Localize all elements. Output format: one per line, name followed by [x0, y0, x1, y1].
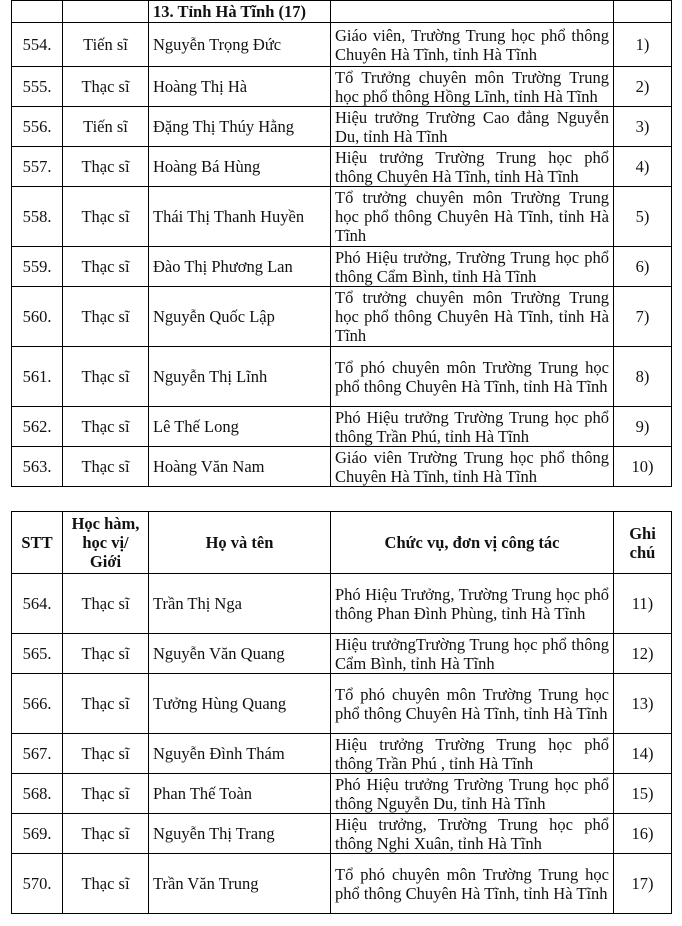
row-unit: Tổ trưởng chuyên môn Trường Trung học phổ thông Chuyên Hà Tĩnh, tỉnh Hà Tĩnh: [331, 287, 614, 347]
row-degree: Thạc sĩ: [63, 247, 149, 287]
row-degree: Thạc sĩ: [63, 814, 149, 854]
personnel-table-top: [11, 0, 672, 487]
row-stt: 561.: [12, 347, 63, 407]
row-stt: 570.: [12, 854, 63, 914]
table-row: [12, 347, 672, 407]
row-unit: Hiệu trưởngTrường Trung học phổ thông Cẩm Bình, tỉnh Hà Tĩnh: [331, 634, 614, 674]
section-cell-empty: [331, 1, 614, 23]
table-row: [12, 107, 672, 147]
row-stt: 560.: [12, 287, 63, 347]
row-name: Đặng Thị Thúy Hằng: [149, 107, 331, 147]
row-note: 9): [614, 407, 672, 447]
row-note: 17): [614, 854, 672, 914]
row-unit: Tổ phó chuyên môn Trường Trung học phổ thông Chuyên Hà Tĩnh, tỉnh Hà Tĩnh: [331, 347, 614, 407]
row-stt: 557.: [12, 147, 63, 187]
row-name: Hoàng Văn Nam: [149, 447, 331, 487]
row-degree: Thạc sĩ: [63, 347, 149, 407]
row-stt: 558.: [12, 187, 63, 247]
row-note: 3): [614, 107, 672, 147]
personnel-table-bottom: [11, 511, 672, 914]
row-name: Thái Thị Thanh Huyền: [149, 187, 331, 247]
row-unit: Hiệu trưởng, Trường Trung học phổ thông Nghi Xuân, tỉnh Hà Tĩnh: [331, 814, 614, 854]
table-row: [12, 247, 672, 287]
row-stt: 554.: [12, 23, 63, 67]
row-name: Nguyễn Thị Lĩnh: [149, 347, 331, 407]
table-row: [12, 23, 672, 67]
row-degree: Thạc sĩ: [63, 854, 149, 914]
row-unit: Hiệu trưởng Trường Cao đẳng Nguyễn Du, tỉnh Hà Tĩnh: [331, 107, 614, 147]
row-name: Trần Văn Trung: [149, 854, 331, 914]
row-degree: Thạc sĩ: [63, 674, 149, 734]
row-name: Đào Thị Phương Lan: [149, 247, 331, 287]
table-row: [12, 407, 672, 447]
table-row: [12, 67, 672, 107]
section-cell-empty: [12, 1, 63, 23]
row-degree: Thạc sĩ: [63, 147, 149, 187]
row-degree: Thạc sĩ: [63, 67, 149, 107]
row-name: Hoàng Bá Hùng: [149, 147, 331, 187]
row-unit: Phó Hiệu Trưởng, Trường Trung học phổ thông Phan Đình Phùng, tỉnh Hà Tĩnh: [331, 574, 614, 634]
row-stt: 559.: [12, 247, 63, 287]
table-row: [12, 447, 672, 487]
row-note: 13): [614, 674, 672, 734]
row-degree: Thạc sĩ: [63, 187, 149, 247]
table-row: [12, 634, 672, 674]
row-note: 12): [614, 634, 672, 674]
row-name: Nguyễn Quốc Lập: [149, 287, 331, 347]
row-unit: Hiệu trưởng Trường Trung học phổ thông Trần Phú , tỉnh Hà Tĩnh: [331, 734, 614, 774]
header-name: Họ và tên: [149, 512, 331, 574]
row-stt: 555.: [12, 67, 63, 107]
row-note: 16): [614, 814, 672, 854]
row-note: 10): [614, 447, 672, 487]
row-unit: Phó Hiệu trưởng Trường Trung học phổ thông Trần Phú, tỉnh Hà Tĩnh: [331, 407, 614, 447]
table-row: [12, 187, 672, 247]
row-unit: Tổ phó chuyên môn Trường Trung học phổ thông Chuyên Hà Tĩnh, tỉnh Hà Tĩnh: [331, 674, 614, 734]
row-stt: 567.: [12, 734, 63, 774]
row-note: 11): [614, 574, 672, 634]
row-note: 1): [614, 23, 672, 67]
row-degree: Thạc sĩ: [63, 447, 149, 487]
header-note: Ghi chú: [614, 512, 672, 574]
row-unit: Giáo viên Trường Trung học phổ thông Chuyên Hà Tĩnh, tỉnh Hà Tĩnh: [331, 447, 614, 487]
row-unit: Phó Hiệu trưởng Trường Trung học phổ thông Nguyễn Du, tỉnh Hà Tĩnh: [331, 774, 614, 814]
section-title: 13. Tỉnh Hà Tĩnh (17): [149, 1, 331, 23]
row-name: Nguyễn Văn Quang: [149, 634, 331, 674]
section-row: [12, 1, 672, 23]
row-name: Tưởng Hùng Quang: [149, 674, 331, 734]
row-note: 15): [614, 774, 672, 814]
row-stt: 568.: [12, 774, 63, 814]
header-row: [12, 512, 672, 574]
row-degree: Thạc sĩ: [63, 734, 149, 774]
header-position: Chức vụ, đơn vị công tác: [331, 512, 614, 574]
row-name: Lê Thế Long: [149, 407, 331, 447]
row-name: Nguyễn Trọng Đức: [149, 23, 331, 67]
table-row: [12, 147, 672, 187]
row-stt: 563.: [12, 447, 63, 487]
row-name: Trần Thị Nga: [149, 574, 331, 634]
row-unit: Giáo viên, Trường Trung học phổ thông Chuyên Hà Tĩnh, tỉnh Hà Tĩnh: [331, 23, 614, 67]
table-row: [12, 287, 672, 347]
row-degree: Thạc sĩ: [63, 407, 149, 447]
row-stt: 564.: [12, 574, 63, 634]
row-name: Nguyễn Thị Trang: [149, 814, 331, 854]
row-note: 8): [614, 347, 672, 407]
row-unit: Tổ Trưởng chuyên môn Trường Trung học phổ thông Hồng Lĩnh, tỉnh Hà Tĩnh: [331, 67, 614, 107]
table-row: [12, 814, 672, 854]
row-stt: 556.: [12, 107, 63, 147]
row-degree: Thạc sĩ: [63, 774, 149, 814]
row-stt: 566.: [12, 674, 63, 734]
row-unit: Tổ phó chuyên môn Trường Trung học phổ thông Chuyên Hà Tĩnh, tỉnh Hà Tĩnh: [331, 854, 614, 914]
row-note: 7): [614, 287, 672, 347]
table-row: [12, 674, 672, 734]
table-row: [12, 774, 672, 814]
row-degree: Tiến sĩ: [63, 107, 149, 147]
row-degree: Thạc sĩ: [63, 287, 149, 347]
table-row: [12, 734, 672, 774]
row-note: 5): [614, 187, 672, 247]
row-note: 4): [614, 147, 672, 187]
table-row: [12, 854, 672, 914]
row-stt: 569.: [12, 814, 63, 854]
row-note: 14): [614, 734, 672, 774]
section-cell-empty: [63, 1, 149, 23]
row-note: 6): [614, 247, 672, 287]
row-unit: Hiệu trưởng Trường Trung học phổ thông Chuyên Hà Tĩnh, tỉnh Hà Tĩnh: [331, 147, 614, 187]
row-unit: Tổ trưởng chuyên môn Trường Trung học phổ thông Chuyên Hà Tĩnh, tỉnh Hà Tĩnh: [331, 187, 614, 247]
header-stt: STT: [12, 512, 63, 574]
header-degree: Học hàm, học vị/ Giới: [63, 512, 149, 574]
row-degree: Thạc sĩ: [63, 574, 149, 634]
row-name: Nguyễn Đình Thám: [149, 734, 331, 774]
row-degree: Thạc sĩ: [63, 634, 149, 674]
section-cell-empty: [614, 1, 672, 23]
table-row: [12, 574, 672, 634]
row-name: Phan Thế Toàn: [149, 774, 331, 814]
row-note: 2): [614, 67, 672, 107]
row-degree: Tiến sĩ: [63, 23, 149, 67]
row-stt: 562.: [12, 407, 63, 447]
row-stt: 565.: [12, 634, 63, 674]
row-unit: Phó Hiệu trưởng, Trường Trung học phổ thông Cẩm Bình, tỉnh Hà Tĩnh: [331, 247, 614, 287]
row-name: Hoàng Thị Hà: [149, 67, 331, 107]
